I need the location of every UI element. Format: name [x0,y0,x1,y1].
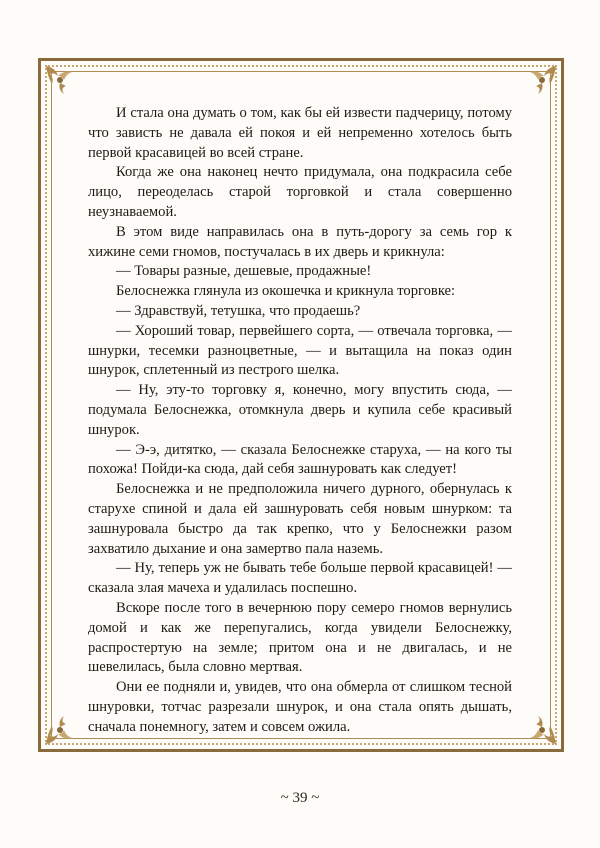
story-text [88,104,512,738]
paragraph: Белоснежка глянула из окошечка и крикнула торговке: [116,283,456,300]
paragraph: — Товары разные, дешевые, продажные! [116,263,372,280]
paragraph: — Хороший товар, первейшего сорта, — отвечала торговка, — шнурки, тесемки разноцветные, — и вытащила на показ один шнурок, сплетенный из пестрого шелка. [88,322,512,379]
paragraph: — Э-э, дитятко, — сказала Белоснежке старуха, — на кого ты похожа! Пойди-ка сюда, дай себя зашнуровать как следует! [88,441,512,478]
page-number: ~ 39 ~ [280,790,320,806]
paragraph: Когда же она наконец нечто придумала, она подкрасила себе лицо, переоделась старой торговкой и стала совершенно неузнаваемой. [88,164,512,220]
paragraph: — Ну, теперь уж не бывать тебе больше первой красавицей! — сказала злая мачеха и удалилась поспешно. [88,560,512,597]
corner-ornament-icon [524,64,558,98]
corner-ornament-icon [44,64,78,98]
paragraph: И стала она думать о том, как бы ей извести падчерицу, потому что зависть не давала ей покоя и ей непременно хотелось быть первой красавицей во всей стране. [88,105,512,161]
paragraph: — Здравствуй, тетушка, что продаешь? [116,302,361,319]
paragraph: — Ну, эту-то торговку я, конечно, могу впустить сюда, — подумала Белоснежка, отомкнула дверь и купила себе красивый шнурок. [88,382,512,438]
paragraph: Вскоре после того в вечернюю пору семеро гномов вернулись домой и как же перепугались, когда увидели Белоснежку, распростертую на земле; притом она и не двигалась, и не шевелилась, была словно мертвая. [88,599,512,676]
paragraph: В этом виде направилась она в путь-дорогу за семь гор к хижине семи гномов, постучалась в их дверь и крикнула: [88,223,512,260]
paragraph: Белоснежка и не предположила ничего дурного, обернулась к старухе спиной и дала ей зашнуровать себя новым шнурком: та зашнуровала быстро да так крепко, что у Белоснежки разом захватило дыхание и она замертво пала наземь. [88,481,512,557]
paragraph: Они ее подняли и, увидев, что она обмерла от слишком тесной шнуровки, тотчас разрезали шнурок, и она стала опять дышать, сначала понемногу, затем и совсем ожила. [88,679,512,735]
corner-ornament-icon [524,712,558,746]
corner-ornament-icon [44,712,78,746]
